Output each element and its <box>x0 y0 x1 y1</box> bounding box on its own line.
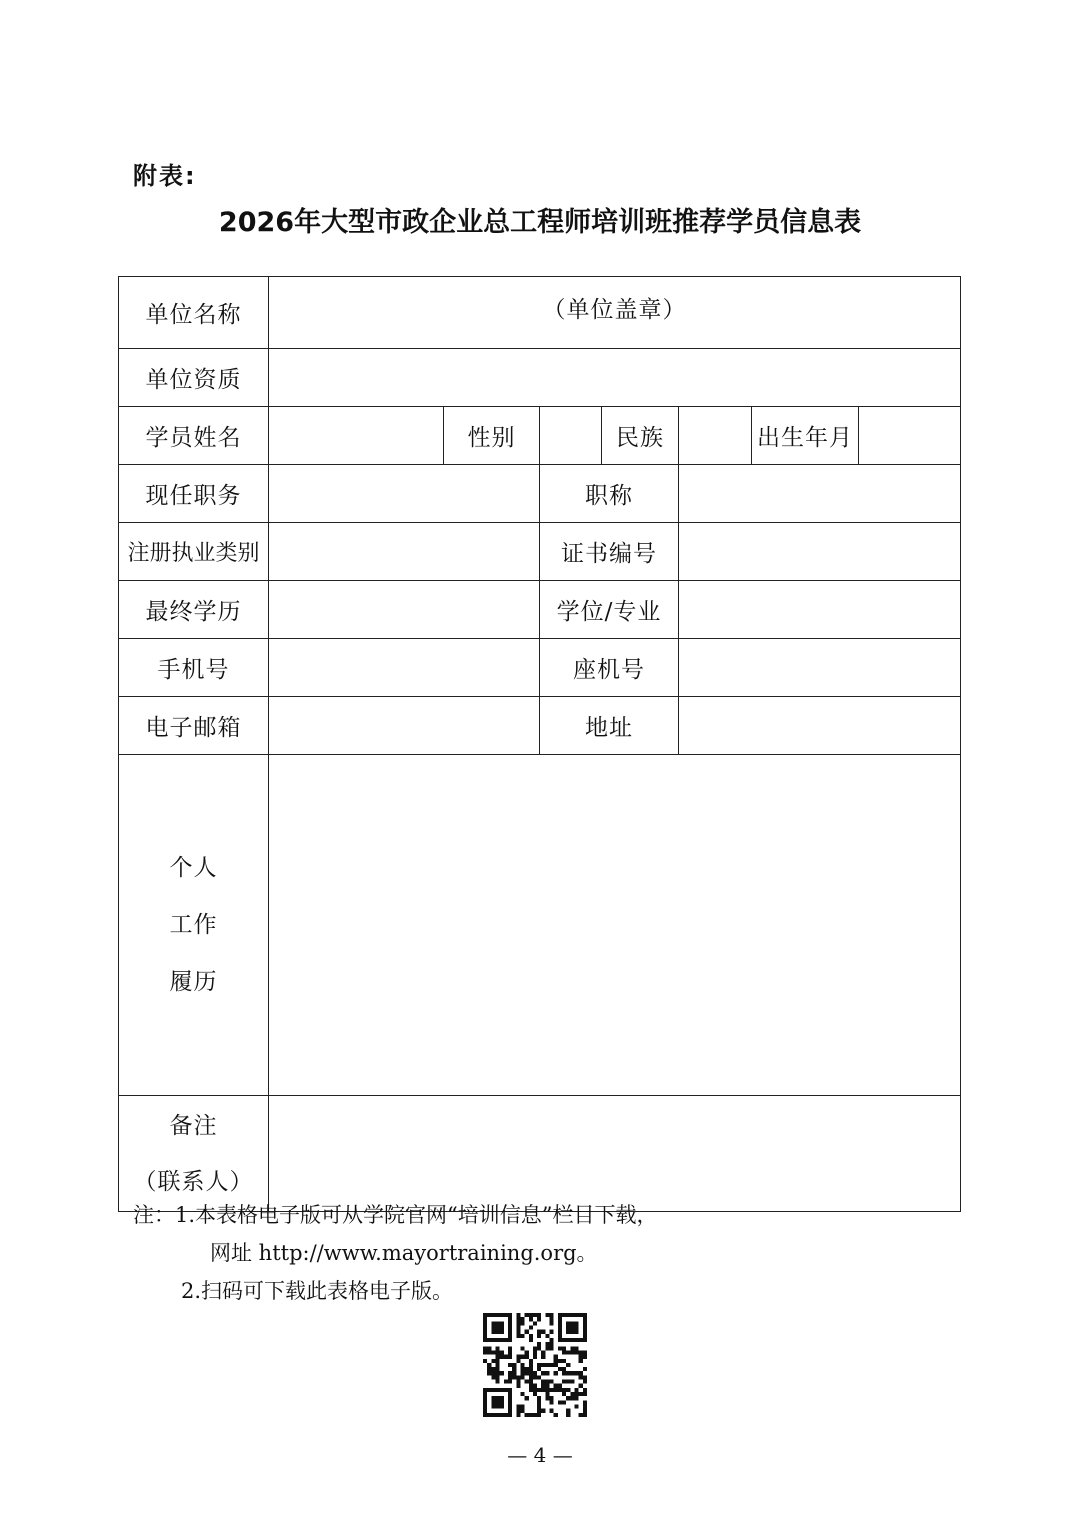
table-row <box>119 1096 961 1212</box>
table-row <box>119 639 961 697</box>
table-row <box>119 349 961 407</box>
page-number: — 4 — <box>507 1443 573 1467</box>
birth-field[interactable] <box>859 407 961 465</box>
trainee-info-table <box>118 276 961 1212</box>
address-label: 地址 <box>540 697 679 755</box>
ethnicity-label: 民族 <box>602 407 679 465</box>
qr-code-icon[interactable] <box>483 1313 587 1417</box>
birth-label: 出生年月 <box>752 407 859 465</box>
table-row <box>119 465 961 523</box>
resume-field[interactable] <box>269 755 961 1096</box>
table-row <box>119 581 961 639</box>
mobile-field[interactable] <box>269 639 540 697</box>
remark-label <box>119 1096 269 1212</box>
landline-field[interactable] <box>679 639 961 697</box>
education-field[interactable] <box>269 581 540 639</box>
resume-label-line: 履历 <box>169 968 218 995</box>
ethnicity-field[interactable] <box>679 407 752 465</box>
table-row <box>119 755 961 1096</box>
unit-name-label: 单位名称 <box>119 277 269 349</box>
cert-no-label: 证书编号 <box>540 523 679 581</box>
position-label: 现任职务 <box>119 465 269 523</box>
attachment-label: 附表: <box>133 162 197 190</box>
table-row <box>119 277 961 349</box>
table-row <box>119 407 961 465</box>
note-line-2: 网址 http://www.mayortraining.org。 <box>210 1241 598 1265</box>
remark-label-line: 备注 <box>169 1112 218 1139</box>
remark-field[interactable] <box>269 1096 961 1212</box>
education-label: 最终学历 <box>119 581 269 639</box>
mobile-label: 手机号 <box>119 639 269 697</box>
reg-category-field[interactable] <box>269 523 540 581</box>
trainee-name-field[interactable] <box>269 407 444 465</box>
trainee-name-label: 学员姓名 <box>119 407 269 465</box>
resume-label <box>119 755 269 1096</box>
gender-field[interactable] <box>540 407 602 465</box>
email-field[interactable] <box>269 697 540 755</box>
address-field[interactable] <box>679 697 961 755</box>
degree-label: 学位/专业 <box>540 581 679 639</box>
email-label: 电子邮箱 <box>119 697 269 755</box>
position-field[interactable] <box>269 465 540 523</box>
note-line-3: 2.扫码可下载此表格电子版。 <box>181 1279 454 1303</box>
unit-qualification-field[interactable] <box>269 349 961 407</box>
landline-label: 座机号 <box>540 639 679 697</box>
title-field[interactable] <box>679 465 961 523</box>
gender-label: 性别 <box>444 407 540 465</box>
notes <box>133 1196 658 1310</box>
reg-category-label: 注册执业类别 <box>119 523 269 581</box>
degree-field[interactable] <box>679 581 961 639</box>
resume-label-line: 工作 <box>169 911 218 938</box>
table-row <box>119 523 961 581</box>
unit-name-field[interactable]: （单位盖章） <box>269 277 961 349</box>
unit-qualification-label: 单位资质 <box>119 349 269 407</box>
page-title: 2026年大型市政企业总工程师培训班推荐学员信息表 <box>218 207 862 238</box>
table-row <box>119 697 961 755</box>
title-label: 职称 <box>540 465 679 523</box>
remark-label-line: （联系人） <box>133 1168 254 1195</box>
cert-no-field[interactable] <box>679 523 961 581</box>
note-line-1: 注：1.本表格电子版可从学院官网“培训信息”栏目下载， <box>133 1203 658 1227</box>
resume-label-line: 个人 <box>169 854 218 881</box>
